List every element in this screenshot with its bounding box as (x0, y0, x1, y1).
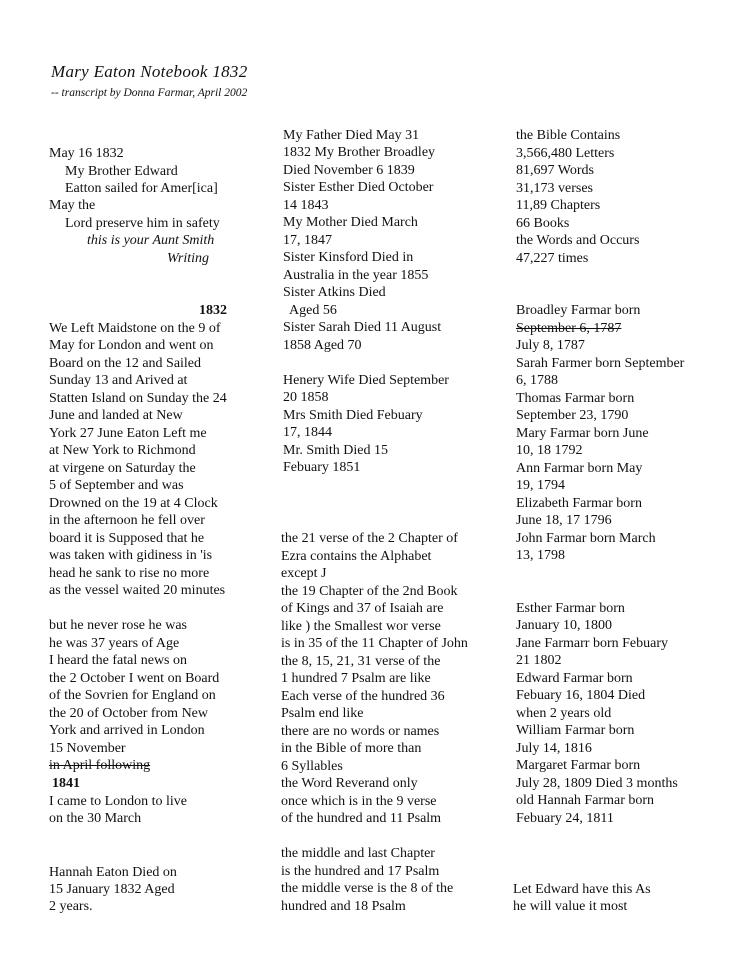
text-line: in April following (49, 758, 151, 773)
text-line: 17, 1844 (283, 425, 332, 440)
text-line: Mr. Smith Died 15 (283, 443, 389, 458)
text-line: as the vessel waited 20 minutes (49, 583, 226, 598)
text-line: January 10, 1800 (516, 618, 613, 633)
text-line: York 27 June Eaton Left me (49, 426, 207, 441)
text-line: at New York to Richmond (49, 443, 196, 458)
text-line: William Farmar born (516, 723, 635, 738)
text-line: of the Sovrien for England on (49, 688, 216, 703)
text-line: Elizabeth Farmar born (516, 496, 642, 511)
text-line: 15 January 1832 Aged (49, 882, 175, 897)
text-line: was taken with gidiness in 'is (49, 548, 213, 563)
text-line: 1832 My Brother Broadley (283, 145, 436, 160)
text-line: but he never rose he was (49, 618, 188, 633)
text-line: Sister Esther Died October (283, 180, 434, 195)
text-line: 1832 (199, 303, 227, 318)
text-line: Henery Wife Died September (283, 373, 449, 388)
text-line: July 8, 1787 (516, 338, 585, 353)
text-line: Psalm end like (281, 706, 364, 721)
text-line: Mrs Smith Died Febuary (283, 408, 423, 423)
text-line: 20 1858 (283, 390, 329, 405)
text-line: Margaret Farmar born (516, 758, 641, 773)
text-line: Sunday 13 and Arived at (49, 373, 188, 388)
text-line: Jane Farmarr born Febuary (516, 636, 669, 651)
text-line: May 16 1832 (49, 146, 124, 161)
text-line: 1841 (52, 776, 80, 791)
text-line: 17, 1847 (283, 233, 332, 248)
text-line: Edward Farmar born (516, 671, 633, 686)
text-line: My Brother Edward (65, 164, 178, 179)
text-line: Broadley Farmar born (516, 303, 641, 318)
text-line: Hannah Eaton Died on (49, 865, 177, 880)
text-line: Sarah Farmer born September (516, 356, 685, 371)
text-line: 11,89 Chapters (516, 198, 601, 213)
text-line: the 20 of October from New (49, 706, 209, 721)
text-line: this is your Aunt Smith (87, 233, 215, 248)
text-line: Febuary 24, 1811 (516, 811, 614, 826)
text-line: Esther Farmar born (516, 601, 625, 616)
text-line: I came to London to live (49, 794, 188, 809)
text-line: 5 of September and was (49, 478, 184, 493)
text-line: Ezra contains the Alphabet (281, 549, 432, 564)
text-line: Eatton sailed for Amer[ica] (65, 181, 218, 196)
text-line: 66 Books (516, 216, 570, 231)
text-line: 10, 18 1792 (516, 443, 583, 458)
text-line: 3,566,480 Letters (516, 146, 615, 161)
text-line: at virgene on Saturday the (49, 461, 196, 476)
text-line: Lord preserve him in safety (65, 216, 220, 231)
text-line: head he sank to rise no more (49, 566, 210, 581)
text-line: board it is Supposed that he (49, 531, 205, 546)
text-line: May for London and went on (49, 338, 214, 353)
text-line: July 28, 1809 Died 3 months (516, 776, 678, 791)
text-line: the 2 October I went on Board (49, 671, 220, 686)
text-line: Mary Farmar born June (516, 426, 649, 441)
text-line: there are no words or names (281, 724, 440, 739)
text-line: of the hundred and 11 Psalm (281, 811, 442, 826)
text-line: Sister Sarah Died 11 August (283, 320, 442, 335)
text-line: of Kings and 37 of Isaiah are (281, 601, 444, 616)
text-line: 2 years. (49, 899, 93, 914)
text-line: We Left Maidstone on the 9 of (49, 321, 221, 336)
text-line: hundred and 18 Psalm (281, 899, 406, 914)
text-line: the middle verse is the 8 of the (281, 881, 454, 896)
text-line: York and arrived in London (49, 723, 205, 738)
text-line: old Hannah Farmar born (516, 793, 655, 808)
text-line: Australia in the year 1855 (283, 268, 429, 283)
text-line: My Father Died May 31 (283, 128, 420, 143)
text-line: like ) the Smallest wor verse (281, 619, 441, 634)
text-line: Sister Kinsford Died in (283, 250, 414, 265)
document-subtitle: -- transcript by Donna Farmar, April 2002 (51, 87, 248, 99)
text-line: Sister Atkins Died (283, 285, 386, 300)
text-line: I heard the fatal news on (49, 653, 187, 668)
document-title: Mary Eaton Notebook 1832 (51, 62, 248, 81)
text-line: the 19 Chapter of the 2nd Book (281, 584, 458, 599)
text-line: June and landed at New (49, 408, 183, 423)
text-line: 31,173 verses (516, 181, 593, 196)
text-line: 81,697 Words (516, 163, 594, 178)
text-line: the 21 verse of the 2 Chapter of (281, 531, 458, 546)
text-line: he will value it most (513, 899, 628, 914)
text-line: the Bible Contains (516, 128, 621, 143)
text-line: My Mother Died March (283, 215, 418, 230)
text-line: the middle and last Chapter (281, 846, 435, 861)
text-line: 1 hundred 7 Psalm are like (281, 671, 431, 686)
text-line: 19, 1794 (516, 478, 565, 493)
text-line: is the hundred and 17 Psalm (281, 864, 440, 879)
text-line: 14 1843 (283, 198, 329, 213)
text-line: September 23, 1790 (516, 408, 629, 423)
text-line: Febuary 1851 (283, 460, 361, 475)
text-line: in the Bible of more than (281, 741, 422, 756)
text-line: 13, 1798 (516, 548, 565, 563)
text-line: Writing (167, 251, 210, 266)
text-line: 15 November (49, 741, 126, 756)
text-line: 47,227 times (516, 251, 589, 266)
text-line: 1858 Aged 70 (283, 338, 362, 353)
text-line: Board on the 12 and Sailed (49, 356, 202, 371)
text-line: 6 Syllables (281, 759, 343, 774)
text-line: in the afternoon he fell over (49, 513, 205, 528)
text-line: Died November 6 1839 (283, 163, 415, 178)
text-line: John Farmar born March (516, 531, 656, 546)
text-line: Febuary 16, 1804 Died (516, 688, 646, 703)
text-line: except J (281, 566, 327, 581)
text-line: June 18, 17 1796 (516, 513, 612, 528)
text-line: is in 35 of the 11 Chapter of John (281, 636, 468, 651)
text-line: July 14, 1816 (516, 741, 592, 756)
text-line: 6, 1788 (516, 373, 558, 388)
text-line: Thomas Farmar born (516, 391, 635, 406)
text-line: the Words and Occurs (516, 233, 640, 248)
text-line: Drowned on the 19 at 4 Clock (49, 496, 218, 511)
text-line: on the 30 March (49, 811, 142, 826)
text-line: the 8, 15, 21, 31 verse of the (281, 654, 441, 669)
text-line: when 2 years old (516, 706, 612, 721)
text-line: Ann Farmar born May (516, 461, 643, 476)
text-line: September 6, 1787 (516, 321, 622, 336)
text-line: once which is in the 9 verse (281, 794, 437, 809)
text-line: 21 1802 (516, 653, 562, 668)
text-line: Statten Island on Sunday the 24 (49, 391, 227, 406)
text-line: he was 37 years of Age (49, 636, 180, 651)
text-line: the Word Reverand only (281, 776, 418, 791)
text-line: Each verse of the hundred 36 (281, 689, 445, 704)
text-line: Let Edward have this As (513, 882, 651, 897)
text-line: Aged 56 (289, 303, 337, 318)
text-line: May the (49, 198, 96, 213)
